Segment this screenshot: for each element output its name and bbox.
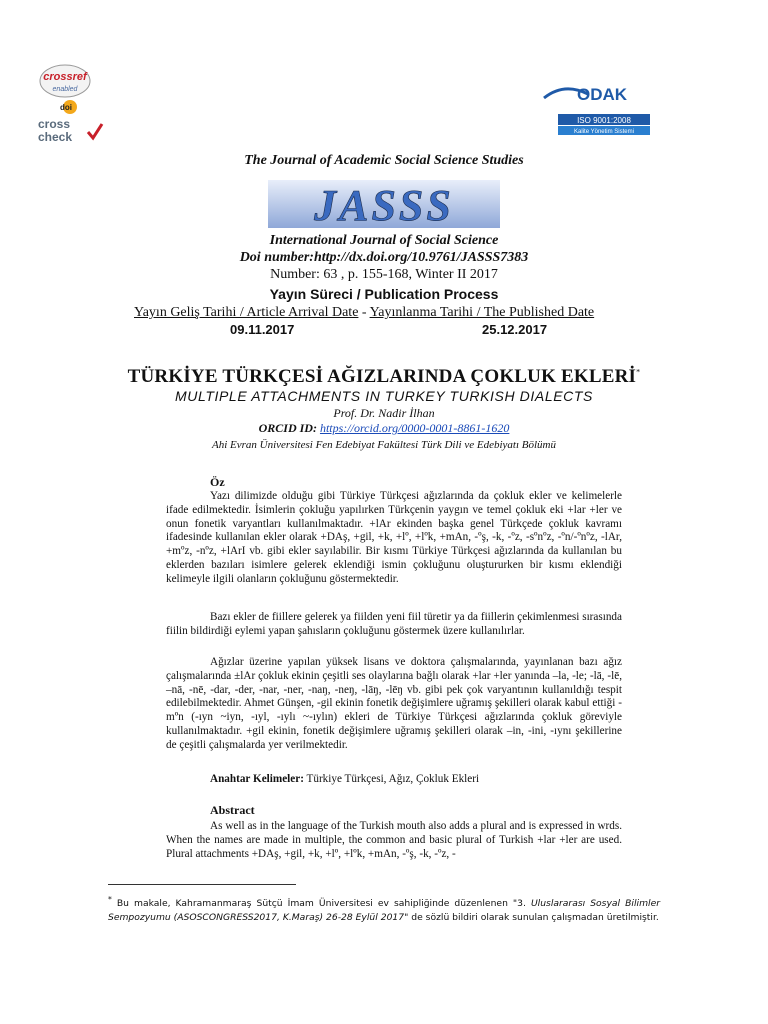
oz-heading: Öz xyxy=(210,475,225,489)
arrival-date-label: Yayın Geliş Tarihi / Article Arrival Date xyxy=(134,305,359,320)
odak-text: ODAK xyxy=(576,85,628,104)
journal-title: The Journal of Academic Social Science Studies xyxy=(244,153,524,168)
footnote-text-2: " de sözlü bildiri olarak sunulan çalışmadan üretilmiştir. xyxy=(404,912,659,924)
crosscheck-logo xyxy=(36,116,108,144)
odak-iso-text: ISO 9001:2008 xyxy=(577,116,631,125)
footnote xyxy=(108,893,660,925)
dates-row xyxy=(134,305,654,323)
title-footnote-mark[interactable]: * xyxy=(636,367,641,377)
keywords-line xyxy=(210,773,479,785)
arrival-date: 09.11.2017 xyxy=(230,322,295,337)
oz-paragraph-3: Ağızlar üzerine yapılan yüksek lisans ve doktora çalışmalarında, yayınlanan bazı ağız çalışmalarında ±lAr çokluk ekinin çeşitli ses olaylarına bağlı olarak +lar +ler yanında –la, -le; -lā, -lē, –nā, -nē, -dar, -der, -nar, -ner, -naŋ, -neŋ, -lāŋ, -lēŋ vb. gibi pek çok varyantının kullanıldığı tespit edilebilmektedir. Ahmet Günşen, -gil ekinin fonetik değişimlere uğramış şekilleri olarak kabul ettiği -mºn (-ıyn ~iyn, -ıyl, -ıylı ~-ıylın) ekleri de Türkiye Türkçesi ağızlarında çokluk göreviyle kullanılmaktadır. +gil ekinin, fonetik değişimlere uğramış şekilleri olarak –in, -ini, -ıynı şekillerine de çeşitli çalışmalarda yer verilmektedir. xyxy=(166,656,622,751)
crossref-sub-text: enabled xyxy=(52,86,78,93)
published-date-label: Yayınlanma Tarihi / The Published Date xyxy=(369,305,595,320)
orcid-link[interactable]: https://orcid.org/0000-0001-8861-1620 xyxy=(319,421,510,435)
checkmark-icon xyxy=(88,124,102,138)
doi-text: doi xyxy=(60,103,72,112)
crossref-logo xyxy=(38,62,92,100)
keywords-text: Türkiye Türkçesi, Ağız, Çokluk Ekleri xyxy=(303,773,480,785)
international-journal-line: International Journal of Social Science xyxy=(269,233,499,248)
oz-paragraph-1: Yazı dilimizde olduğu gibi Türkiye Türkçesi ağızlarında da çokluk ekler ve kelimelerle ifade edilmektedir. İsimlerin çokluğu yapılırken Türkçenin yaygın ve temel çokluk eki +lar +ler ve onun fonetik varyantları kullanılmaktadır. +lAr ekinden başka genel Türkçede çokluk kavramı ifadesinde kullanılan ekler olarak +DAş, +gil, +k, +lº, +lºk, +mAn, -ºş, -k, -ºz, -sºnºz, -ºn/-ºnºz, -lAr, +mºz, -nºz, +lArI vb. gibi ekler sayılabilir. Bir kısmı Türkiye Türkçesi ağızlarında da kullanılan bu eklerden bazıları isimlere gelerek eklendiği ismin çokluğunu oluştururken bir kısmı eklendiği kelimeyle ilgili olanların çokluğunu göstermektedir. xyxy=(166,490,622,585)
keywords-label: Anahtar Kelimeler: xyxy=(210,773,304,785)
abstract-heading: Abstract xyxy=(210,803,255,817)
issue-number-line: Number: 63 , p. 155-168, Winter II 2017 xyxy=(270,267,498,282)
dates-separator: - xyxy=(358,305,370,320)
footnote-text-italic: Uluslararası Sosyal Bilimler Sempozyumu (ASOSCONGRESS2017, K.Maraş) 26-28 Eylül 2017 xyxy=(108,898,660,924)
jasss-logo xyxy=(268,180,500,228)
oz-paragraph-2: Bazı ekler de fiillere gelerek ya fiilden yeni fiil türetir ya da fiillerin çekimlenmesi sırasında fiilin bildirdiği eylemi yapan şahısların çokluğunu göstermek üzere kullanılırlar. xyxy=(166,611,622,637)
abstract-paragraph-1: As well as in the language of the Turkish mouth also adds a plural and is expressed in wrds. When the names are made in multiple, the common and basic plural of Turkish +lar +ler are used. Plural attachments +DAş, +gil, +k, +lº, +lºk, +mAn, -ºş, -k, -ºz, - xyxy=(166,820,622,860)
publication-process-label: Yayın Süreci / Publication Process xyxy=(269,286,499,302)
crosscheck-top-text: cross xyxy=(38,117,71,131)
published-date: 25.12.2017 xyxy=(482,322,548,337)
footnote-divider xyxy=(108,884,296,885)
jasss-text: JASSS xyxy=(314,181,454,228)
footnote-text-1: Bu makale, Kahramanmaraş Sütçü İmam Üniversitesi ev sahipliğinde düzenlenen "3. xyxy=(111,898,531,910)
orcid-line xyxy=(0,421,768,436)
author-affiliation: Ahi Evran Üniversitesi Fen Edebiyat Fakültesi Türk Dili ve Edebiyatı Bölümü xyxy=(212,439,556,451)
author-name: Prof. Dr. Nadir İlhan xyxy=(333,406,435,420)
footnote-mark: * xyxy=(108,895,112,904)
article-subtitle: MULTIPLE ATTACHMENTS IN TURKEY TURKISH DIALECTS xyxy=(175,388,593,404)
orcid-label: ORCID ID: xyxy=(258,421,317,435)
article-title xyxy=(0,366,768,388)
article-title-text: TÜRKİYE TÜRKÇESİ AĞIZLARINDA ÇOKLUK EKLERİ xyxy=(127,366,637,387)
doi-logo xyxy=(58,98,78,116)
odak-sub-text: Kalite Yönetim Sistemi xyxy=(574,129,634,135)
crossref-text: crossref xyxy=(43,71,87,83)
doi-line[interactable]: Doi number:http://dx.doi.org/10.9761/JASSS7383 xyxy=(239,250,529,265)
crosscheck-bottom-text: check xyxy=(38,130,73,144)
odak-logo xyxy=(540,78,654,140)
